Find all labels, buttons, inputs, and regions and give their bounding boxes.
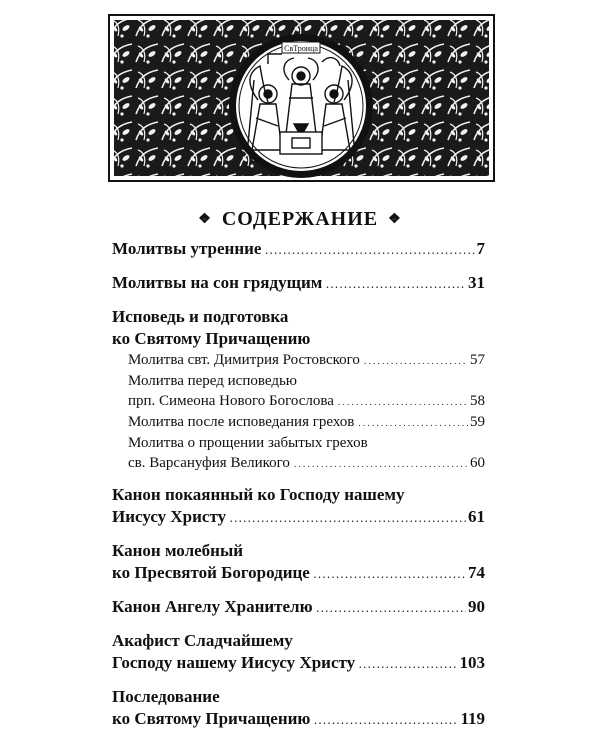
toc-entry — [112, 484, 485, 530]
toc-entry-title: Молитва перед исповедью — [128, 373, 297, 389]
dot-leader — [265, 238, 474, 262]
toc-entry-title: Канон Ангелу Хранителю — [112, 597, 313, 616]
dot-leader — [314, 562, 466, 586]
toc-entry — [112, 350, 485, 371]
dot-leader — [359, 652, 457, 676]
toc-entry-line — [128, 412, 485, 433]
dot-leader — [326, 272, 466, 296]
toc-entry — [112, 306, 485, 350]
ornament-left: ❖ — [198, 212, 212, 227]
toc-entry-title: прп. Симеона Нового Богослова — [128, 393, 334, 409]
dot-leader — [230, 506, 466, 530]
toc-entry-line — [128, 453, 485, 474]
toc-entry-title: ко Святому Причащению — [112, 709, 311, 728]
toc-entry-line — [128, 391, 485, 412]
trinity-icon-headpiece — [108, 14, 495, 182]
toc-entry — [112, 630, 485, 676]
dot-leader — [364, 350, 468, 371]
toc-entry — [112, 238, 485, 262]
toc-entry-title: Молитва после исповедания грехов — [128, 414, 355, 430]
toc-entry-title: Исповедь и подготовка — [112, 307, 289, 326]
toc-entry-title: ко Святому Причащению — [112, 329, 311, 348]
toc-page-number: 31 — [468, 273, 485, 292]
toc-entry-title: Акафист Сладчайшему — [112, 631, 293, 650]
toc-entry — [112, 272, 485, 296]
toc-entry-title: Молитвы на сон грядущим — [112, 273, 323, 292]
toc-title: СОДЕРЖАНИЕ — [221, 208, 379, 230]
toc-entry-title: Канон покаянный ко Господу нашему — [112, 485, 405, 504]
dot-leader — [358, 412, 468, 433]
toc-entry-title: Господу нашему Иисусу Христу — [112, 653, 356, 672]
toc-entry — [112, 540, 485, 586]
ornament-right: ❖ — [388, 212, 402, 227]
table-of-contents — [112, 238, 485, 732]
toc-page-number: 74 — [468, 563, 485, 582]
toc-page-number: 103 — [459, 653, 485, 672]
toc-entry — [112, 371, 485, 412]
toc-page-number: 60 — [470, 455, 485, 471]
dot-leader — [314, 708, 458, 732]
toc-page-number: 119 — [460, 709, 485, 728]
toc-entry-line — [112, 652, 485, 676]
toc-heading — [0, 208, 600, 231]
toc-entry-title: Молитва о прощении забытых грехов — [128, 435, 368, 451]
toc-entry-line — [112, 272, 485, 296]
toc-page-number: 90 — [468, 597, 485, 616]
toc-entry-title: св. Варсануфия Великого — [128, 455, 290, 471]
toc-entry-title: Иисусу Христу — [112, 507, 227, 526]
toc-entry-title: Молитва свт. Димитрия Ростовского — [128, 352, 360, 368]
dot-leader — [294, 453, 468, 474]
dot-leader — [317, 596, 466, 620]
toc-entry-line — [112, 708, 485, 732]
toc-entry-line — [112, 562, 485, 586]
toc-entry-line — [112, 238, 485, 262]
toc-page-number: 58 — [470, 393, 485, 409]
toc-entry-line — [112, 596, 485, 620]
toc-page-number: 7 — [476, 239, 485, 258]
icon-inscription: СвТроица — [284, 44, 318, 53]
toc-page-number: 59 — [470, 414, 485, 430]
toc-entry-title: ко Пресвятой Богородице — [112, 563, 310, 582]
toc-entry-title: Последование — [112, 687, 220, 706]
toc-entry — [112, 596, 485, 620]
ornamental-headpiece — [108, 14, 495, 182]
toc-entry-title: Молитвы утренние — [112, 239, 262, 258]
toc-entry — [112, 686, 485, 732]
dot-leader — [338, 391, 468, 412]
toc-page-number: 61 — [468, 507, 485, 526]
toc-entry-line — [128, 350, 485, 371]
toc-entry-line — [112, 506, 485, 530]
toc-entry-title: Канон молебный — [112, 541, 244, 560]
toc-page-number: 57 — [470, 352, 485, 368]
toc-entry — [112, 412, 485, 433]
toc-entry — [112, 433, 485, 474]
